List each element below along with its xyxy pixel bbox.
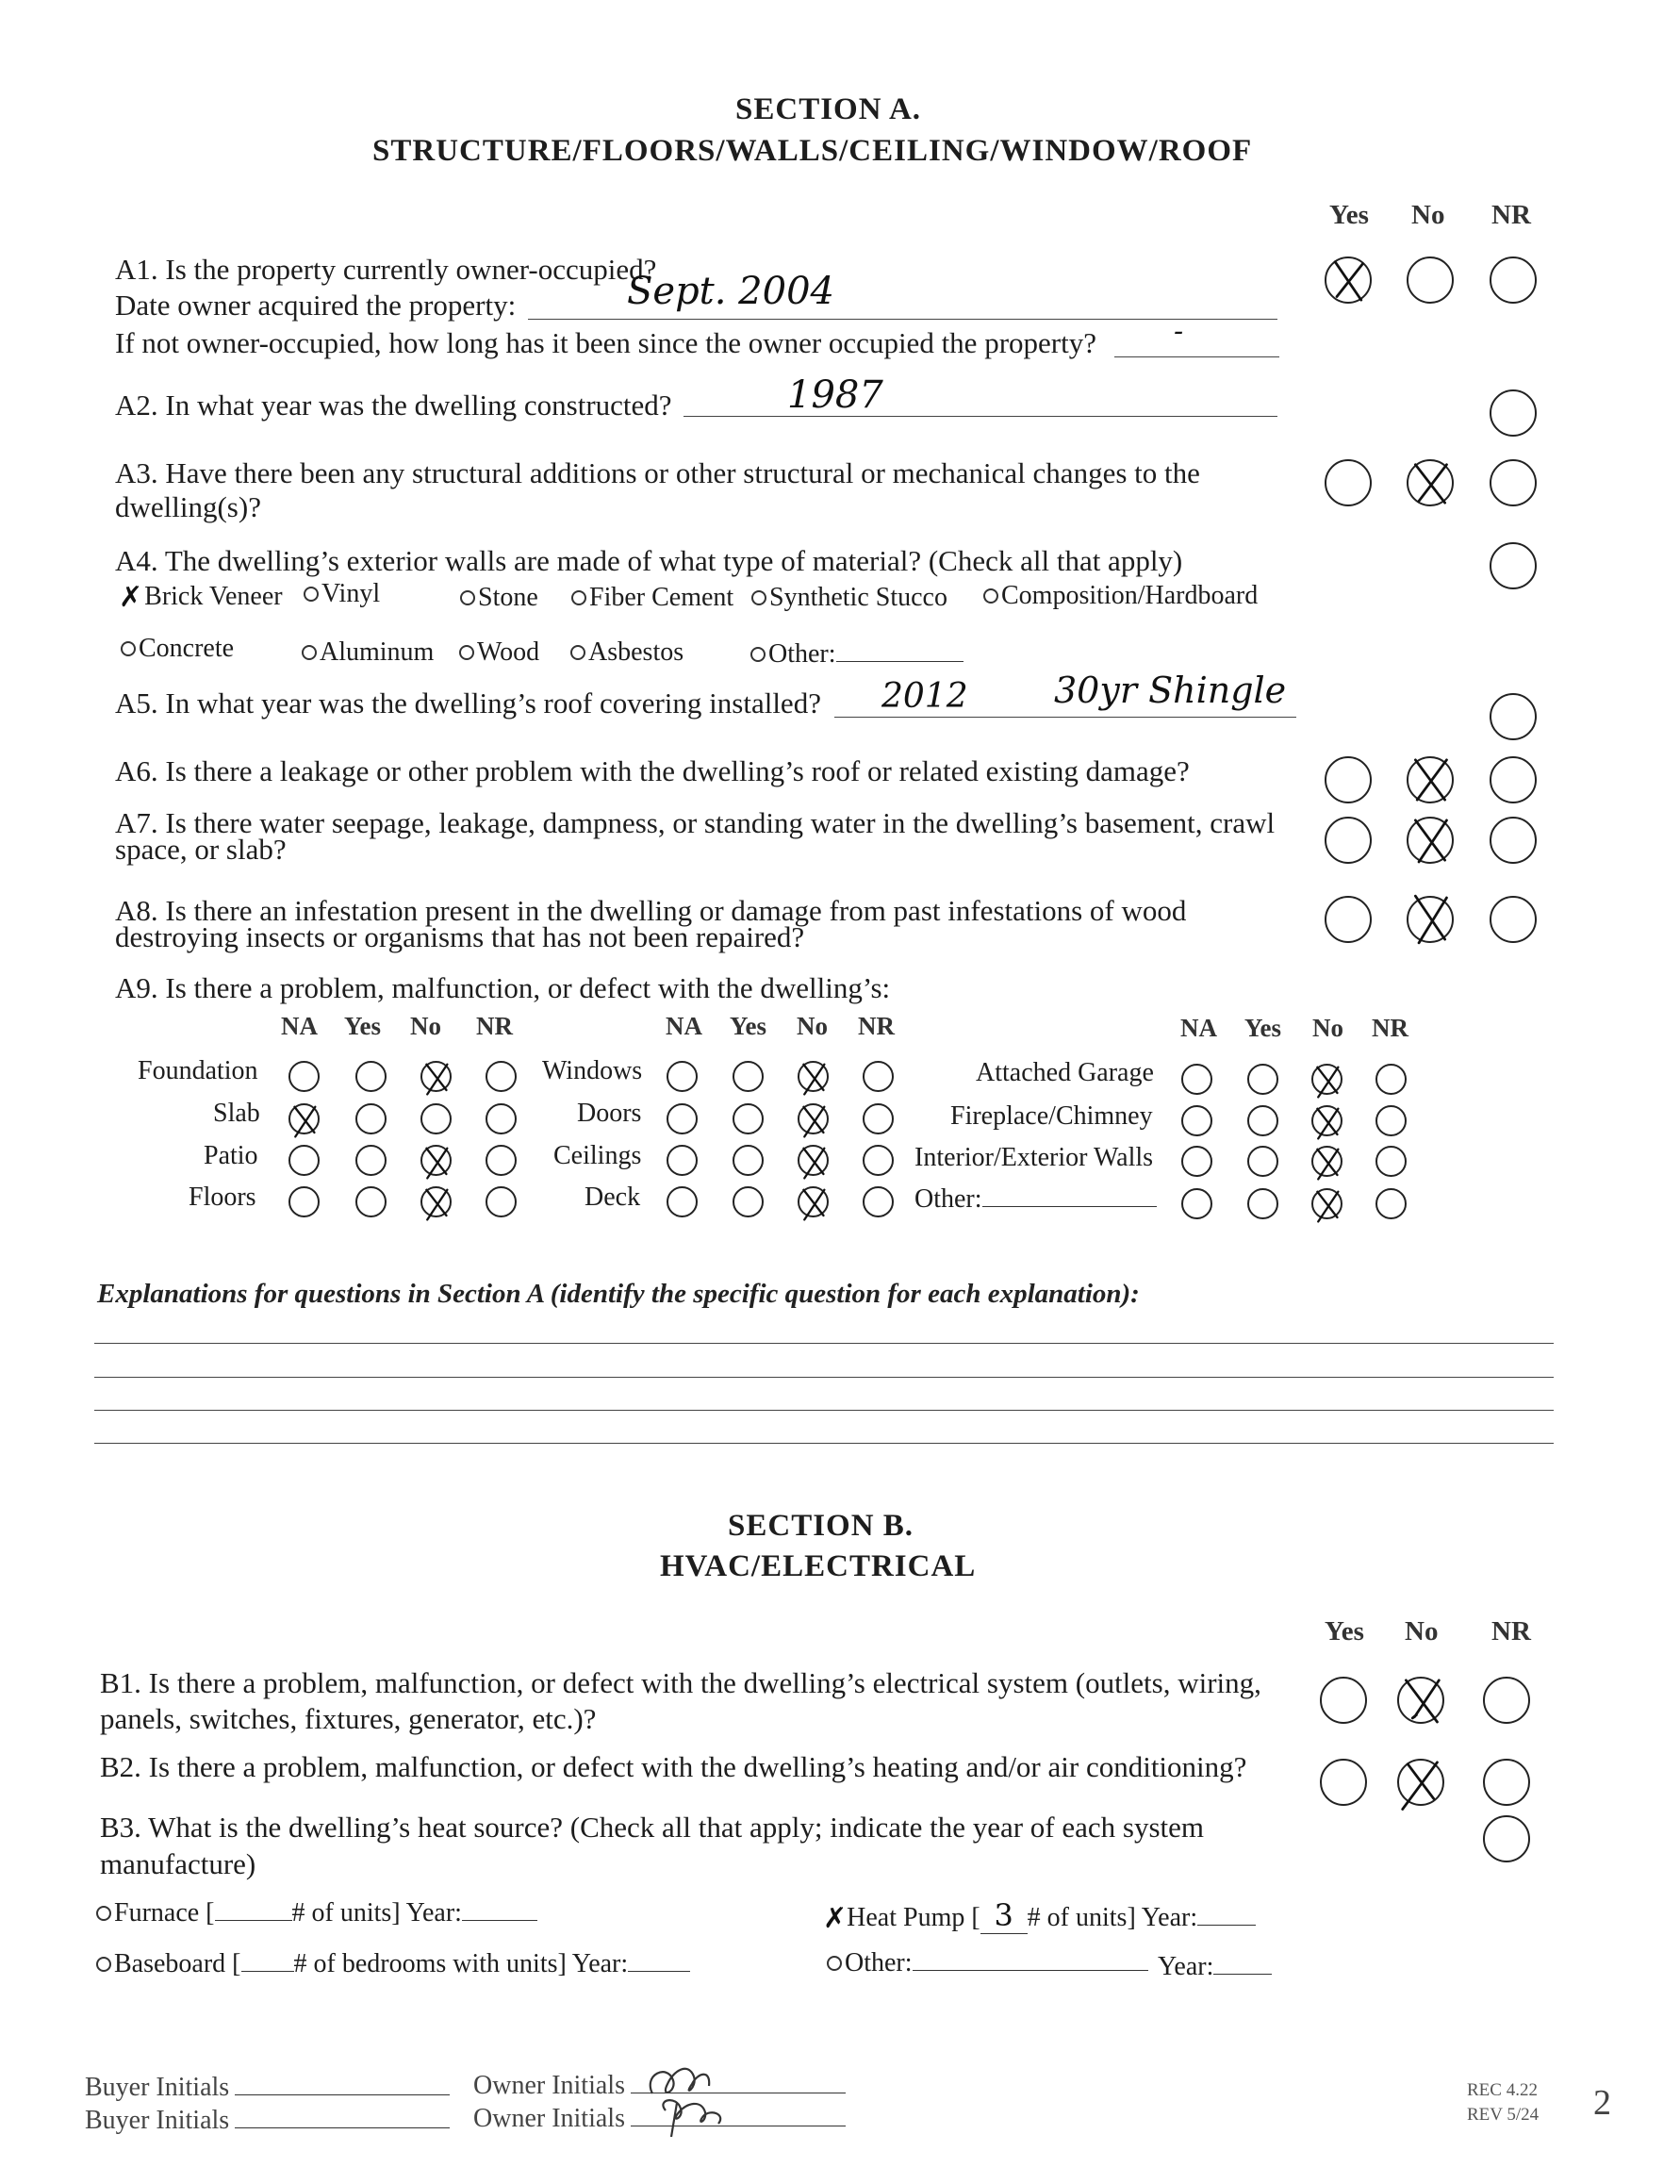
question-a2: A2. In what year was the dwelling constructed? xyxy=(115,389,672,422)
section-a-subtitle: STRUCTURE/FLOORS/WALLS/CEILING/WINDOW/ROOF xyxy=(372,134,1253,168)
a9-interior-exterior-walls-na-radio[interactable] xyxy=(1181,1146,1212,1177)
a9-other-nr-radio[interactable] xyxy=(1375,1188,1407,1219)
a9-doors-label: Doors xyxy=(577,1099,642,1128)
question-a6: A6. Is there a leakage or other problem with the dwelling’s roof or related existing damage? xyxy=(115,754,1190,787)
a9-g3-col-nr: NR xyxy=(1372,1014,1408,1042)
checked-x-icon: ✗ xyxy=(119,581,143,614)
a9-other-na-radio[interactable] xyxy=(1181,1188,1212,1219)
a9-slab-label: Slab xyxy=(213,1099,260,1128)
a8-no-radio[interactable] xyxy=(1407,896,1454,943)
question-a9: A9. Is there a problem, malfunction, or defect with the dwelling’s: xyxy=(115,971,891,1004)
col-no: No xyxy=(1411,200,1445,230)
buyer-initials-2[interactable]: Buyer Initials xyxy=(85,2106,450,2136)
a8-yes-radio[interactable] xyxy=(1325,896,1372,943)
a4-option-synthetic-stucco[interactable]: Synthetic Stucco xyxy=(751,583,947,613)
a9-windows-label: Windows xyxy=(542,1056,643,1085)
question-b1-line2: panels, switches, fixtures, generator, etc.)? xyxy=(100,1702,597,1735)
a9-fireplace-chimney-no-radio[interactable] xyxy=(1311,1105,1342,1136)
owner-initials-signature xyxy=(639,2056,743,2141)
question-a8-line1: A8. Is there an infestation present in the dwelling or damage from past infestations of wood xyxy=(115,894,1187,927)
a6-nr-radio[interactable] xyxy=(1490,756,1537,803)
a1-notocc-label: If not owner-occupied, how long has it been since the owner occupied the property? xyxy=(115,326,1096,359)
a9-patio-na-radio[interactable] xyxy=(288,1145,320,1176)
b2-yes-radio[interactable] xyxy=(1320,1759,1367,1806)
a9-interior-exterior-walls-nr-radio[interactable] xyxy=(1375,1146,1407,1177)
a9-g3-col-na: NA xyxy=(1180,1014,1217,1042)
b1-nr-radio[interactable] xyxy=(1483,1677,1530,1724)
a9-windows-na-radio[interactable] xyxy=(667,1061,698,1092)
section-b-title: SECTION B. xyxy=(728,1509,914,1543)
a9-ceilings-na-radio[interactable] xyxy=(667,1145,698,1176)
a9-g1-col-na: NA xyxy=(281,1012,318,1040)
a9-deck-nr-radio[interactable] xyxy=(863,1186,894,1217)
a9-fireplace-chimney-label: Fireplace/Chimney xyxy=(950,1101,1153,1131)
a1-date-value: Sept. 2004 xyxy=(627,270,834,313)
a9-attached-garage-nr-radio[interactable] xyxy=(1375,1064,1407,1095)
a8-nr-radio[interactable] xyxy=(1490,896,1537,943)
a9-interior-exterior-walls-no-radio[interactable] xyxy=(1311,1146,1342,1177)
a9-windows-yes-radio[interactable] xyxy=(733,1061,764,1092)
a9-patio-no-radio[interactable] xyxy=(420,1145,452,1176)
b-col-no: No xyxy=(1405,1616,1439,1646)
question-a1: A1. Is the property currently owner-occupied? xyxy=(115,253,657,286)
a9-doors-na-radio[interactable] xyxy=(667,1103,698,1134)
question-b3-line2: manufacture) xyxy=(100,1847,256,1880)
a1-notocc-value: - xyxy=(1174,315,1184,348)
a9-g1-col-yes: Yes xyxy=(344,1012,381,1040)
a9-g3-col-no: No xyxy=(1312,1014,1343,1042)
b3-furnace-option[interactable]: Furnace [ # of units] Year: xyxy=(96,1898,537,1928)
a9-doors-no-radio[interactable] xyxy=(798,1103,829,1134)
section-b-subtitle: HVAC/ELECTRICAL xyxy=(660,1549,977,1583)
b3-other-year[interactable]: Year: xyxy=(1158,1952,1272,1982)
a9-patio-nr-radio[interactable] xyxy=(486,1145,517,1176)
a9-attached-garage-label: Attached Garage xyxy=(976,1058,1154,1087)
a9-foundation-label: Foundation xyxy=(138,1056,258,1085)
checked-x-icon xyxy=(1313,1066,1341,1093)
a9-fireplace-chimney-yes-radio[interactable] xyxy=(1247,1105,1278,1136)
a9-floors-nr-radio[interactable] xyxy=(486,1186,517,1217)
a9-g2-col-nr: NR xyxy=(858,1012,895,1040)
checked-x-icon xyxy=(422,1188,450,1216)
explanation-line[interactable] xyxy=(94,1343,1554,1344)
a4-option-asbestos[interactable]: Asbestos xyxy=(570,637,684,668)
a4-option-composition-hardboard[interactable]: Composition/Hardboard xyxy=(983,581,1258,611)
section-a-title: SECTION A. xyxy=(735,92,922,126)
question-a3-line2: dwelling(s)? xyxy=(115,490,261,523)
a9-ceilings-no-radio[interactable] xyxy=(798,1145,829,1176)
b3-baseboard-option[interactable]: Baseboard [ # of bedrooms with units] Year: xyxy=(96,1949,690,1979)
a9-foundation-nr-radio[interactable] xyxy=(486,1061,517,1092)
a9-g1-col-no: No xyxy=(410,1012,441,1040)
a9-g2-col-no: No xyxy=(797,1012,828,1040)
checked-x-icon xyxy=(422,1063,450,1090)
a2-nr-radio[interactable] xyxy=(1490,389,1537,437)
a1-nr-radio[interactable] xyxy=(1490,256,1537,304)
checked-x-icon xyxy=(422,1147,450,1174)
b1-yes-radio[interactable] xyxy=(1320,1677,1367,1724)
a4-nr-radio[interactable] xyxy=(1490,542,1537,589)
a9-attached-garage-yes-radio[interactable] xyxy=(1247,1064,1278,1095)
b-col-nr: NR xyxy=(1491,1616,1531,1646)
a9-doors-yes-radio[interactable] xyxy=(733,1103,764,1134)
a9-windows-no-radio[interactable] xyxy=(798,1061,829,1092)
a9-foundation-no-radio[interactable] xyxy=(420,1061,452,1092)
question-a7-line1: A7. Is there water seepage, leakage, dampness, or standing water in the dwelling’s basement, crawl xyxy=(115,806,1276,839)
a9-ceilings-label: Ceilings xyxy=(553,1141,642,1170)
a4-option-other[interactable]: Other: xyxy=(750,639,964,670)
a9-deck-label: Deck xyxy=(585,1183,641,1212)
form-rev: REV 5/24 xyxy=(1467,2105,1540,2125)
a9-g2-col-na: NA xyxy=(666,1012,702,1040)
a1-no-radio[interactable] xyxy=(1407,256,1454,304)
checked-x-icon xyxy=(1313,1148,1341,1175)
a9-patio-label: Patio xyxy=(204,1141,258,1170)
checked-x-icon xyxy=(799,1188,827,1216)
question-a3-line1: A3. Have there been any structural additions or other structural or mechanical changes to the xyxy=(115,456,1200,489)
a7-no-radio[interactable] xyxy=(1407,817,1454,864)
a9-ceilings-yes-radio[interactable] xyxy=(733,1145,764,1176)
a3-no-radio[interactable] xyxy=(1407,459,1454,506)
owner-initials-1[interactable]: Owner Initials xyxy=(473,2071,846,2101)
a3-yes-radio[interactable] xyxy=(1325,459,1372,506)
a9-fireplace-chimney-nr-radio[interactable] xyxy=(1375,1105,1407,1136)
a9-floors-yes-radio[interactable] xyxy=(355,1186,387,1217)
a9-slab-nr-radio[interactable] xyxy=(486,1103,517,1134)
b-col-yes: Yes xyxy=(1325,1616,1364,1646)
a4-option-wood[interactable]: Wood xyxy=(459,637,539,668)
a9-floors-no-radio[interactable] xyxy=(420,1186,452,1217)
question-b1-line1: B1. Is there a problem, malfunction, or defect with the dwelling’s electrical system (outlets, wiring, xyxy=(100,1666,1261,1699)
a9-g2-col-yes: Yes xyxy=(730,1012,766,1040)
a9-interior-exterior-walls-label: Interior/Exterior Walls xyxy=(914,1143,1154,1172)
a4-option-vinyl[interactable]: Vinyl xyxy=(304,579,380,609)
checked-x-icon xyxy=(799,1105,827,1133)
a1-yes-radio[interactable] xyxy=(1325,256,1372,304)
owner-initials-2[interactable]: Owner Initials xyxy=(473,2104,846,2134)
question-a8-line2: destroying insects or organisms that has not been repaired? xyxy=(115,920,805,953)
b2-nr-radio[interactable] xyxy=(1483,1759,1530,1806)
a4-option-aluminum[interactable]: Aluminum xyxy=(302,637,434,668)
a9-doors-nr-radio[interactable] xyxy=(863,1103,894,1134)
a9-foundation-yes-radio[interactable] xyxy=(355,1061,387,1092)
a6-yes-radio[interactable] xyxy=(1325,756,1372,803)
a9-patio-yes-radio[interactable] xyxy=(355,1145,387,1176)
explanation-line[interactable] xyxy=(94,1443,1554,1444)
explanations-label: Explanations for questions in Section A (identify the specific question for each explanation): xyxy=(97,1279,1140,1309)
b3-nr-radio[interactable] xyxy=(1483,1815,1530,1862)
a9-slab-yes-radio[interactable] xyxy=(355,1103,387,1134)
a9-other-label: Other: xyxy=(914,1184,1157,1215)
col-yes: Yes xyxy=(1329,200,1369,230)
a9-attached-garage-na-radio[interactable] xyxy=(1181,1064,1212,1095)
checked-x-icon xyxy=(290,1105,318,1133)
a9-slab-no-radio[interactable] xyxy=(420,1103,452,1134)
b1-no-radio[interactable] xyxy=(1397,1677,1444,1724)
checked-x-icon xyxy=(1313,1190,1341,1217)
a3-nr-radio[interactable] xyxy=(1490,459,1537,506)
heat-pump-count: 3 xyxy=(994,1897,1013,1933)
a9-fireplace-chimney-na-radio[interactable] xyxy=(1181,1105,1212,1136)
a9-deck-yes-radio[interactable] xyxy=(733,1186,764,1217)
question-b2: B2. Is there a problem, malfunction, or defect with the dwelling’s heating and/or air conditioning? xyxy=(100,1750,1247,1783)
a9-interior-exterior-walls-yes-radio[interactable] xyxy=(1247,1146,1278,1177)
a9-attached-garage-no-radio[interactable] xyxy=(1311,1064,1342,1095)
question-a4: A4. The dwelling’s exterior walls are made of what type of material? (Check all that apply) xyxy=(115,544,1183,577)
b3-heat-pump-option[interactable]: ✗Heat Pump [ 3 # of units] Year: xyxy=(823,1897,1256,1934)
checked-x-icon xyxy=(799,1063,827,1090)
a9-deck-na-radio[interactable] xyxy=(667,1186,698,1217)
a9-floors-label: Floors xyxy=(189,1183,256,1212)
a9-floors-na-radio[interactable] xyxy=(288,1186,320,1217)
a9-foundation-na-radio[interactable] xyxy=(288,1061,320,1092)
a9-other-no-radio[interactable] xyxy=(1311,1188,1342,1219)
a9-ceilings-nr-radio[interactable] xyxy=(863,1145,894,1176)
a7-yes-radio[interactable] xyxy=(1325,817,1372,864)
checked-x-icon xyxy=(1313,1107,1341,1134)
explanation-line[interactable] xyxy=(94,1410,1554,1411)
page-number: 2 xyxy=(1593,2083,1611,2123)
a1-date-label: Date owner acquired the property: xyxy=(115,289,517,322)
question-a5: A5. In what year was the dwelling’s roof covering installed? xyxy=(115,687,821,720)
a9-g3-col-yes: Yes xyxy=(1244,1014,1281,1042)
question-a7-line2: space, or slab? xyxy=(115,833,287,866)
a4-option-fiber-cement[interactable]: Fiber Cement xyxy=(571,583,733,613)
checked-x-icon: ✗ xyxy=(823,1902,848,1935)
form-code: REC 4.22 xyxy=(1467,2080,1538,2100)
a9-g1-col-nr: NR xyxy=(476,1012,513,1040)
a4-option-stone[interactable]: Stone xyxy=(460,583,538,613)
a9-slab-na-radio[interactable] xyxy=(288,1103,320,1134)
a5-value: 2012 xyxy=(881,677,968,716)
a6-no-radio[interactable] xyxy=(1407,756,1454,803)
question-b3-line1: B3. What is the dwelling’s heat source? (Check all that apply; indicate the year of each system xyxy=(100,1811,1205,1844)
b3-other-option[interactable]: Other: xyxy=(827,1948,1148,1978)
b2-no-radio[interactable] xyxy=(1397,1759,1444,1806)
explanation-line[interactable] xyxy=(94,1377,1554,1378)
a4-option-concrete[interactable]: Concrete xyxy=(121,634,234,664)
buyer-initials-1[interactable]: Buyer Initials xyxy=(85,2073,450,2103)
a7-nr-radio[interactable] xyxy=(1490,817,1537,864)
a9-windows-nr-radio[interactable] xyxy=(863,1061,894,1092)
a9-deck-no-radio[interactable] xyxy=(798,1186,829,1217)
a4-option-brick-veneer[interactable]: ✗Brick Veneer xyxy=(119,581,283,614)
checked-x-icon xyxy=(799,1147,827,1174)
a5-note: 30yr Shingle xyxy=(1054,670,1287,711)
a5-nr-radio[interactable] xyxy=(1490,693,1537,740)
a2-value: 1987 xyxy=(787,373,883,417)
a9-other-yes-radio[interactable] xyxy=(1247,1188,1278,1219)
col-nr: NR xyxy=(1491,200,1531,230)
